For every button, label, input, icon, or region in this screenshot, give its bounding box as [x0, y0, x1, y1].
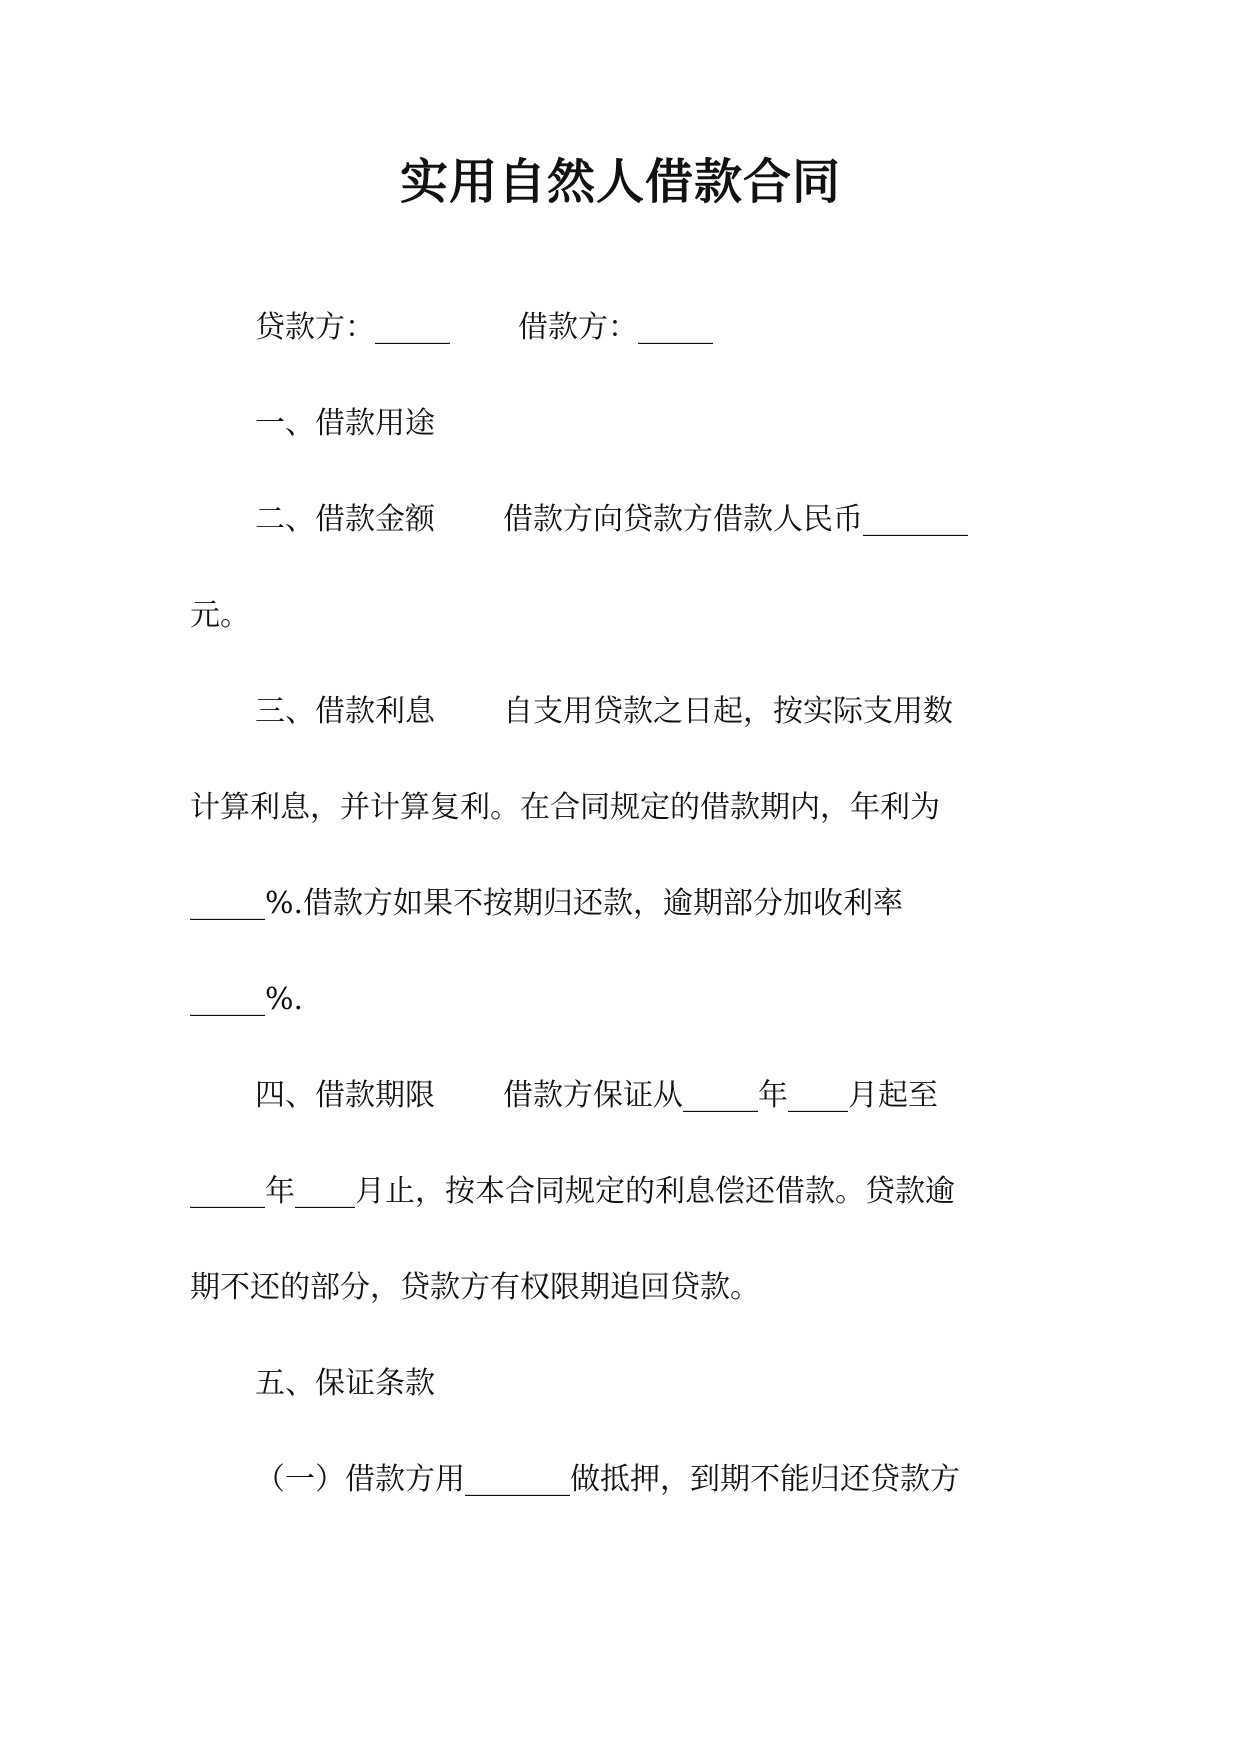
lender-field: 贷款方：_____	[255, 310, 450, 345]
section-4-text: 借款方保证从_____年____月起至	[503, 1078, 938, 1113]
parties-line	[255, 306, 713, 350]
section-2-line-2: 元。	[190, 598, 250, 633]
section-4-line-2: _____年____月止，按本合同规定的利息偿还借款。贷款逾	[190, 1174, 955, 1209]
section-3-line-3: _____%.借款方如果不按期归还款，逾期部分加收利率	[190, 886, 904, 921]
section-5-item-1: （一）借款方用_______做抵押，到期不能归还贷款方	[255, 1462, 960, 1497]
section-3-heading: 三、借款利息	[255, 694, 435, 729]
section-2-line-1	[255, 498, 968, 542]
section-2-text: 借款方向贷款方借款人民币_______	[503, 502, 968, 537]
section-4-line-3: 期不还的部分，贷款方有权限期追回贷款。	[190, 1270, 760, 1305]
section-3-line-1	[255, 690, 953, 734]
section-4-line-1	[255, 1074, 938, 1118]
section-3-line-4: _____%.	[190, 982, 304, 1017]
section-3-text: 自支用贷款之日起，按实际支用数	[503, 694, 953, 729]
section-2-heading: 二、借款金额	[255, 502, 435, 537]
document-title: 实用自然人借款合同	[399, 154, 841, 210]
section-5-heading: 五、保证条款	[255, 1366, 435, 1401]
section-1-heading: 一、借款用途	[255, 406, 435, 441]
borrower-field: 借款方：_____	[518, 310, 713, 345]
section-4-heading: 四、借款期限	[255, 1078, 435, 1113]
section-3-line-2: 计算利息，并计算复利。在合同规定的借款期内，年利为	[190, 790, 940, 825]
